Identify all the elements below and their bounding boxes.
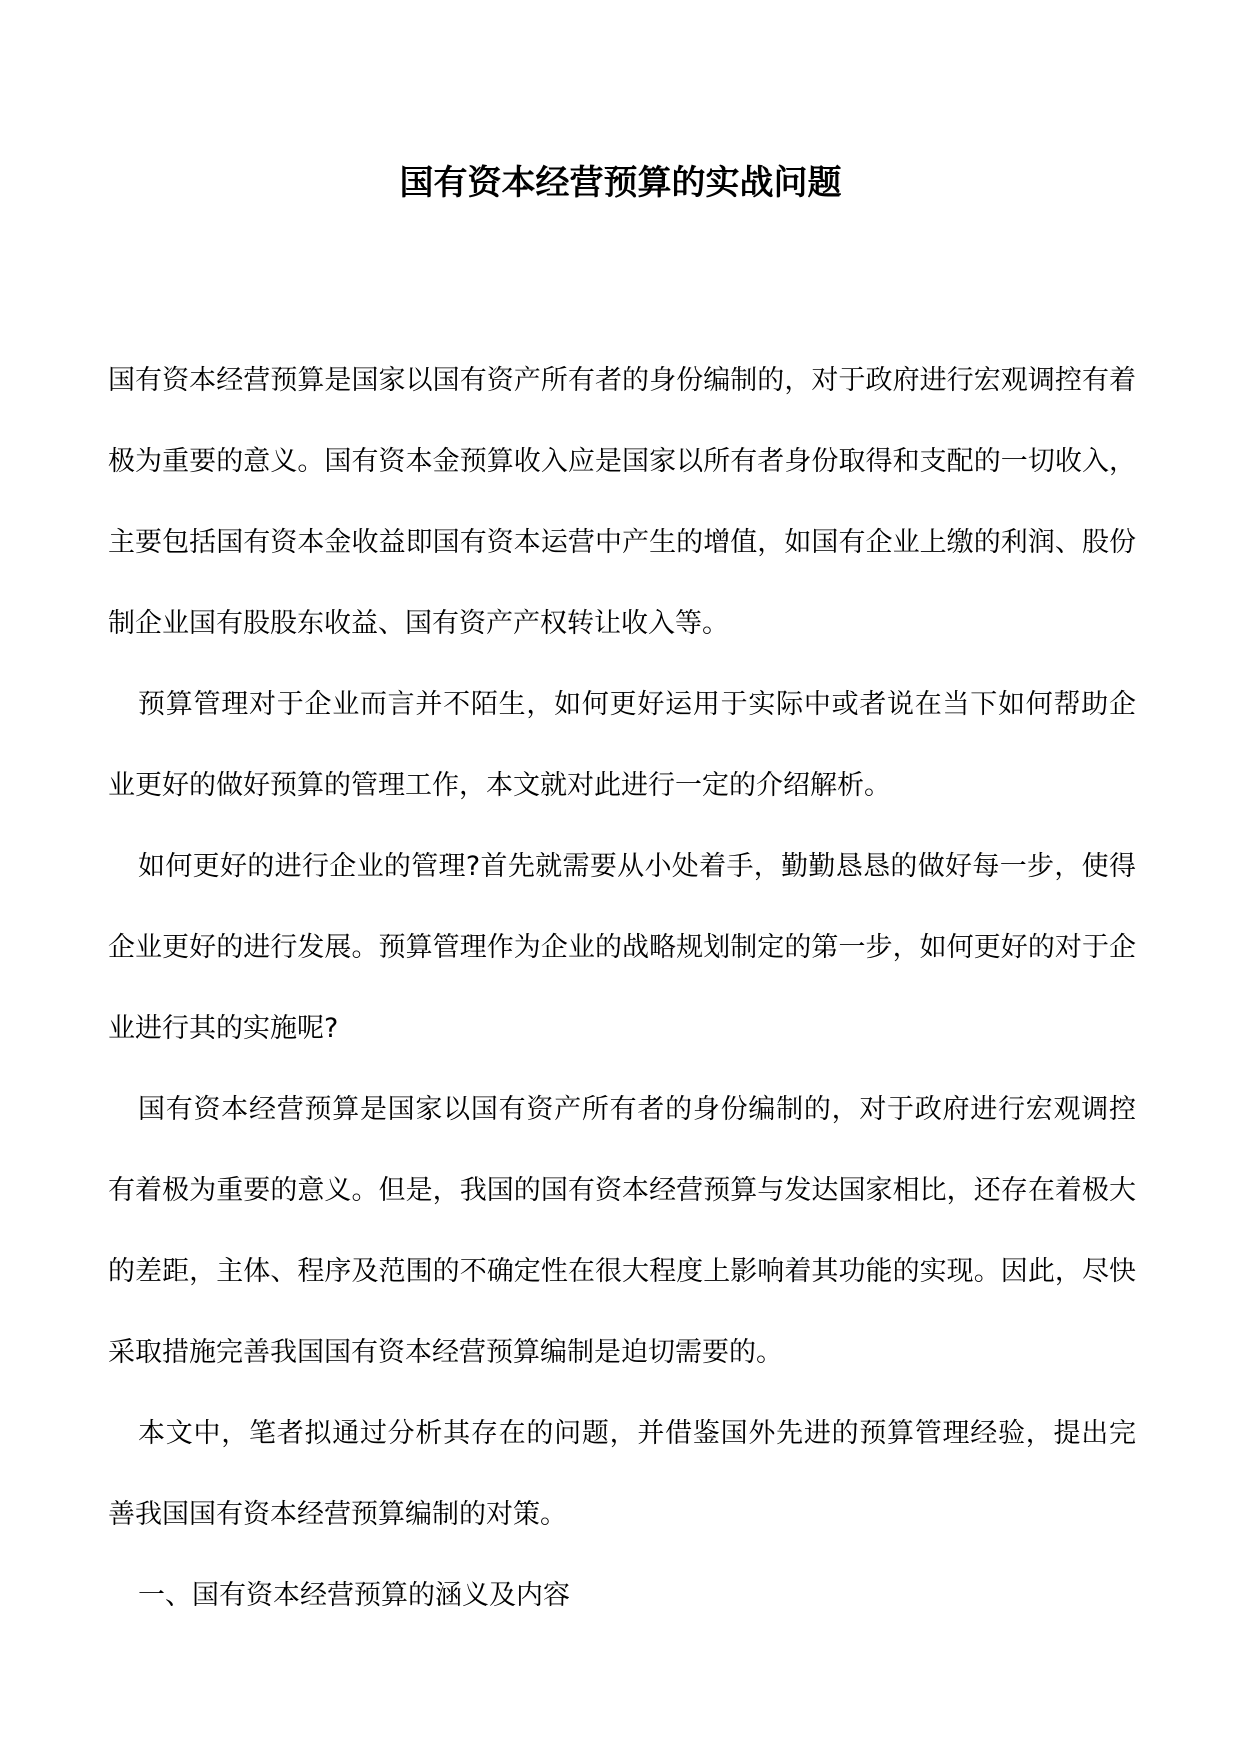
paragraph-gap-analysis: 国有资本经营预算是国家以国有资产所有者的身份编制的，对于政府进行宏观调控有着极为重要的意义。但是，我国的国有资本经营预算与发达国家相比，还存在着极大的差距，主体、程序及范围的不确定性在很大程度上影响着其功能的实现。因此，尽快采取措施完善我国国有资本经营预算编制是迫切需要的。 <box>108 1094 1136 1368</box>
paragraph-article-purpose: 本文中，笔者拟通过分析其存在的问题，并借鉴国外先进的预算管理经验，提出完善我国国有资本经营预算编制的对策。 <box>108 1418 1136 1530</box>
section-heading-1: 一、国有资本经营预算的涵义及内容 <box>138 1580 570 1611</box>
document-title: 国有资本经营预算的实战问题 <box>399 163 842 203</box>
paragraph-budget-management: 预算管理对于企业而言并不陌生，如何更好运用于实际中或者说在当下如何帮助企业更好的做好预算的管理工作，本文就对此进行一定的介绍解析。 <box>108 689 1136 801</box>
paragraph-intro: 国有资本经营预算是国家以国有资产所有者的身份编制的，对于政府进行宏观调控有着极为重要的意义。国有资本金预算收入应是国家以所有者身份取得和支配的一切收入，主要包括国有资本金收益即国有资本运营中产生的增值，如国有企业上缴的利润、股份制企业国有股股东收益、国有资产产权转让收入等。 <box>108 365 1136 639</box>
document-body <box>108 340 1136 1636</box>
paragraph-how-to-manage: 如何更好的进行企业的管理?首先就需要从小处着手，勤勤恳恳的做好每一步，使得企业更好的进行发展。预算管理作为企业的战略规划制定的第一步，如何更好的对于企业进行其的实施呢? <box>108 851 1136 1044</box>
